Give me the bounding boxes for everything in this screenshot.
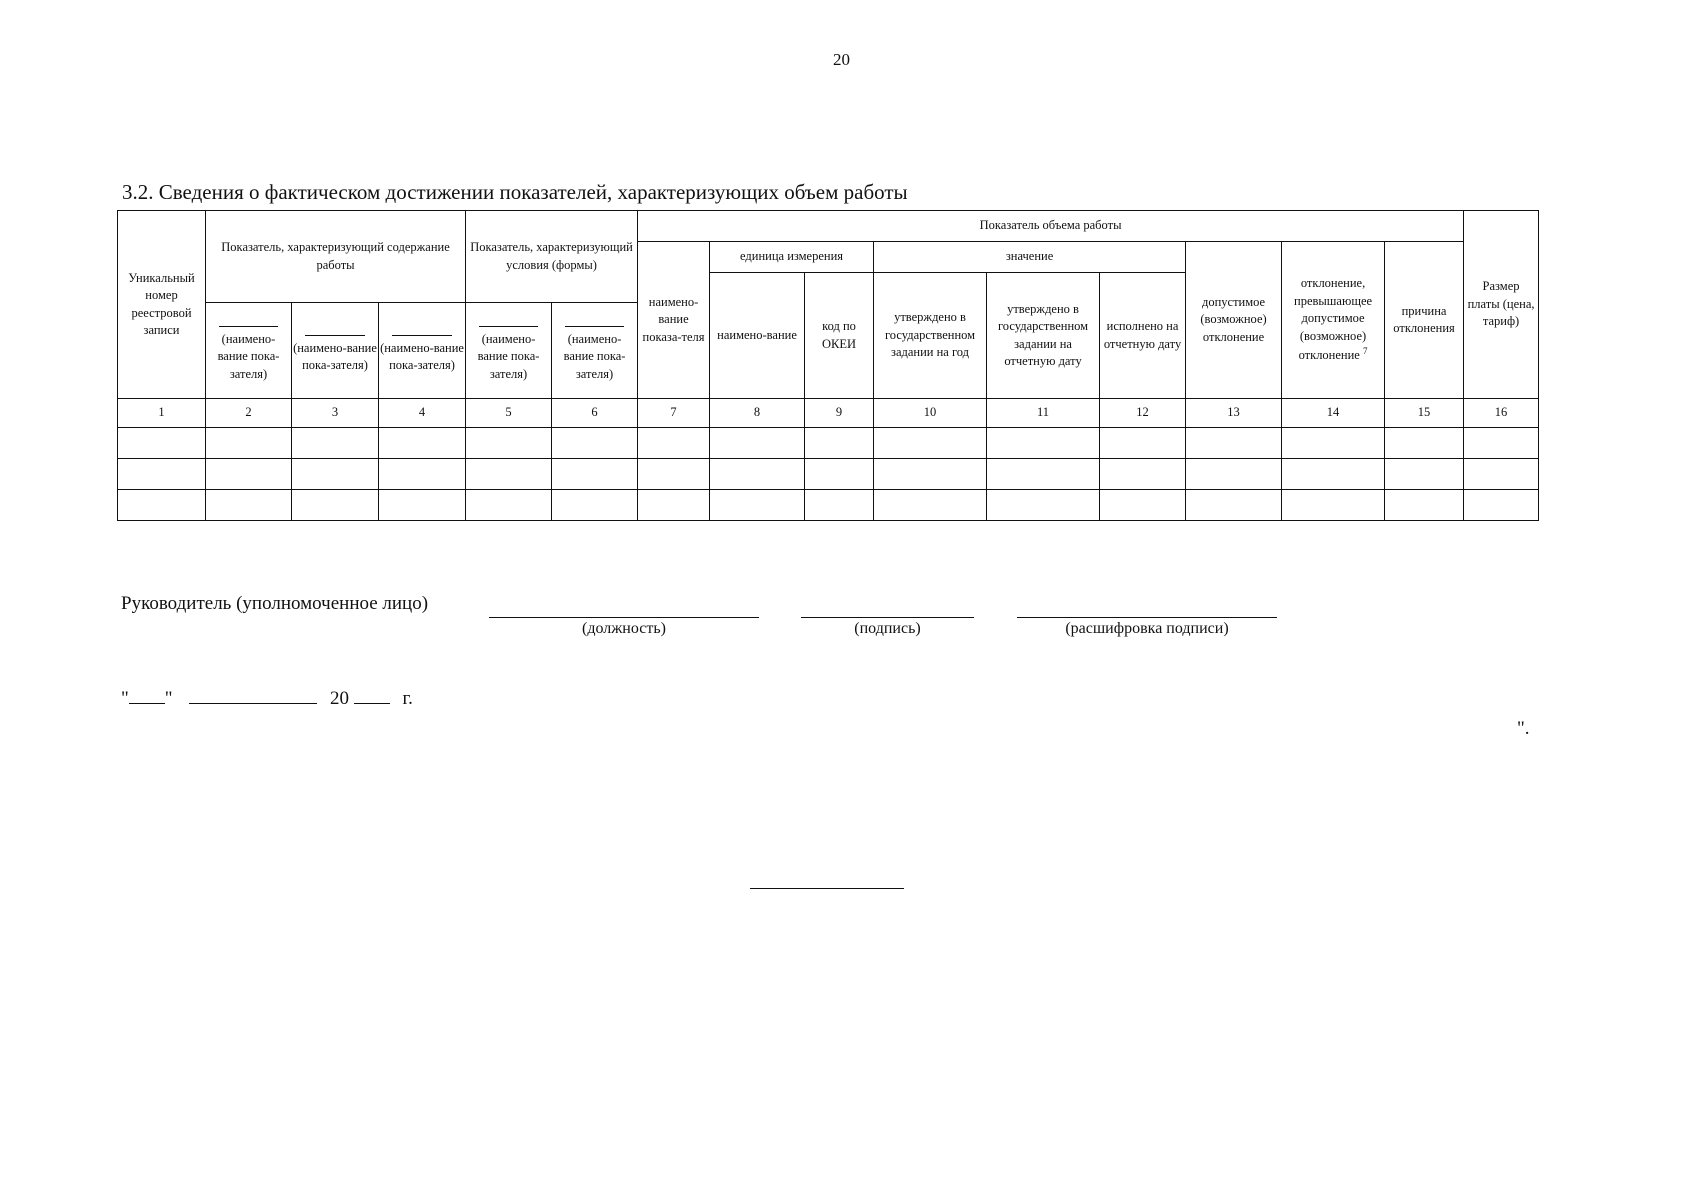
column-number: 6 (552, 399, 638, 428)
table-cell[interactable] (1100, 428, 1186, 459)
table-cell[interactable] (292, 459, 379, 490)
table-cell[interactable] (1385, 428, 1464, 459)
column-number: 12 (1100, 399, 1186, 428)
header-unique-number: Уникальный номер реестровой записи (118, 211, 206, 399)
table-cell[interactable] (1100, 459, 1186, 490)
column-number: 1 (118, 399, 206, 428)
position-line[interactable] (489, 617, 759, 618)
header-okei-code: код по ОКЕИ (805, 273, 874, 399)
day-blank[interactable] (129, 687, 165, 704)
table-cell[interactable] (118, 428, 206, 459)
table-cell[interactable] (552, 428, 638, 459)
blank-line (305, 327, 365, 336)
column-number: 8 (710, 399, 805, 428)
header-unit-name: наимено-вание (710, 273, 805, 399)
date-close-quote: " (164, 688, 173, 709)
year-blank[interactable] (354, 687, 390, 704)
table-cell[interactable] (805, 490, 874, 521)
volume-indicators-table (117, 210, 1539, 521)
table-cell[interactable] (1186, 428, 1282, 459)
table-cell[interactable] (1385, 459, 1464, 490)
header-content-subindicator-2: (наимено-вание пока-зателя) (292, 303, 379, 399)
header-indicator-name: наимено-вание показа-теля (638, 242, 710, 399)
table-row (118, 490, 1539, 521)
table-cell[interactable] (638, 490, 710, 521)
signature-decoding-line[interactable] (1017, 617, 1277, 618)
footnote-rule (750, 888, 904, 889)
date-open-quote: " (121, 688, 129, 709)
column-number: 10 (874, 399, 987, 428)
blank-line (392, 327, 453, 336)
header-fee: Размер платы (цена, тариф) (1464, 211, 1539, 399)
excess-deviation-footnote-mark: 7 (1362, 346, 1368, 357)
table-cell[interactable] (552, 459, 638, 490)
column-number: 11 (987, 399, 1100, 428)
table-cell[interactable] (1282, 490, 1385, 521)
table-cell[interactable] (206, 490, 292, 521)
table-cell[interactable] (987, 490, 1100, 521)
table-cell[interactable] (1100, 490, 1186, 521)
table-cell[interactable] (1464, 490, 1539, 521)
column-number: 15 (1385, 399, 1464, 428)
table-cell[interactable] (987, 459, 1100, 490)
table-cell[interactable] (874, 459, 987, 490)
table-cell[interactable] (1464, 459, 1539, 490)
header-executed-report-date: исполнено на отчетную дату (1100, 273, 1186, 399)
year-suffix: г. (402, 688, 413, 709)
table-cell[interactable] (710, 490, 805, 521)
table-cell[interactable] (118, 490, 206, 521)
header-content-indicator: Показатель, характеризующий содержание работы (206, 211, 466, 303)
column-number: 16 (1464, 399, 1539, 428)
excess-deviation-label: отклонение, превышающее допустимое (возможное) отклонение (1294, 276, 1373, 363)
table-cell[interactable] (1282, 428, 1385, 459)
header-excess-deviation (1282, 242, 1385, 399)
header-value: значение (874, 242, 1186, 273)
header-approved-report-date: утверждено в государственном задании на отчетную дату (987, 273, 1100, 399)
table-cell[interactable] (710, 459, 805, 490)
header-deviation-reason: причина отклонения (1385, 242, 1464, 399)
table-cell[interactable] (805, 459, 874, 490)
column-number: 2 (206, 399, 292, 428)
table-cell[interactable] (466, 459, 552, 490)
header-permissible-deviation: допустимое (возможное) отклонение (1186, 242, 1282, 399)
blank-line (219, 318, 279, 327)
column-number: 13 (1186, 399, 1282, 428)
table-cell[interactable] (1282, 459, 1385, 490)
table-cell[interactable] (1186, 459, 1282, 490)
table-cell[interactable] (805, 428, 874, 459)
column-number: 4 (379, 399, 466, 428)
table-cell[interactable] (710, 428, 805, 459)
table-cell[interactable] (466, 490, 552, 521)
signature-line[interactable] (801, 617, 974, 618)
column-number: 7 (638, 399, 710, 428)
signer-label: Руководитель (уполномоченное лицо) (121, 593, 429, 614)
table-cell[interactable] (1385, 490, 1464, 521)
table-cell[interactable] (118, 459, 206, 490)
page-number: 20 (833, 50, 850, 69)
blank-line (565, 318, 625, 327)
table-cell[interactable] (292, 428, 379, 459)
header-unit: единица измерения (710, 242, 874, 273)
table-cell[interactable] (379, 459, 466, 490)
table-cell[interactable] (292, 490, 379, 521)
signature-caption: (подпись) (854, 620, 921, 637)
column-number: 14 (1282, 399, 1385, 428)
header-conditions-subindicator-2: (наимено-вание пока-зателя) (552, 303, 638, 399)
table-cell[interactable] (1464, 428, 1539, 459)
table-cell[interactable] (206, 459, 292, 490)
table-cell[interactable] (379, 428, 466, 459)
closing-mark: ". (1517, 718, 1530, 739)
header-conditions-subindicator-1: (наимено-вание пока-зателя) (466, 303, 552, 399)
table-cell[interactable] (1186, 490, 1282, 521)
table-row (118, 459, 1539, 490)
column-number-row (118, 399, 1539, 428)
blank-line (479, 318, 539, 327)
section-title: 3.2. Сведения о фактическом достижении показателей, характеризующих объем работы (122, 180, 908, 204)
header-conditions-indicator: Показатель, характеризующий условия (формы) (466, 211, 638, 303)
date-line (121, 687, 413, 710)
column-number: 5 (466, 399, 552, 428)
header-volume-indicator: Показатель объема работы (638, 211, 1464, 242)
table-cell[interactable] (379, 490, 466, 521)
table-row (118, 428, 1539, 459)
column-number: 3 (292, 399, 379, 428)
header-approved-year: утверждено в государственном задании на год (874, 273, 987, 399)
header-content-subindicator-3: (наимено-вание пока-зателя) (379, 303, 466, 399)
table-cell[interactable] (466, 428, 552, 459)
table-cell[interactable] (874, 490, 987, 521)
table-cell[interactable] (552, 490, 638, 521)
column-number: 9 (805, 399, 874, 428)
position-caption: (должность) (582, 620, 666, 637)
table-cell[interactable] (206, 428, 292, 459)
year-prefix: 20 (330, 688, 350, 709)
table-cell[interactable] (987, 428, 1100, 459)
table-cell[interactable] (638, 428, 710, 459)
signature-decoding-caption: (расшифровка подписи) (1065, 620, 1229, 637)
empty-rows (118, 428, 1539, 521)
header-content-subindicator-1: (наимено-вание пока-зателя) (206, 303, 292, 399)
month-blank[interactable] (189, 687, 317, 704)
table-cell[interactable] (638, 459, 710, 490)
table-cell[interactable] (874, 428, 987, 459)
